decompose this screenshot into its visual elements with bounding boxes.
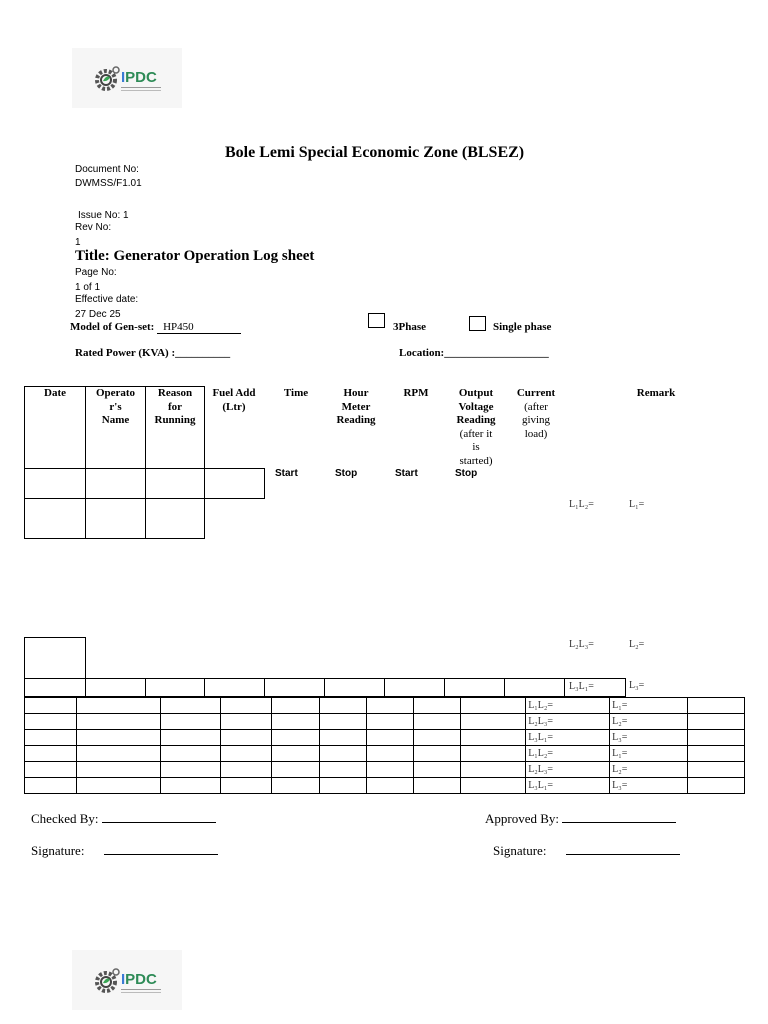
row2-date-cell[interactable] <box>24 637 86 679</box>
single-phase-checkbox[interactable] <box>469 316 486 331</box>
table-cell[interactable] <box>367 762 414 778</box>
table-cell[interactable] <box>414 730 461 746</box>
table-cell[interactable] <box>688 746 745 762</box>
subheader-stop-1: Stop <box>335 468 358 479</box>
table-cell[interactable] <box>25 714 77 730</box>
logo-tagline-line <box>121 87 161 91</box>
rated-power-field[interactable]: Rated Power (KVA) :__________ <box>75 347 231 359</box>
current-label-l2: L₂= <box>629 639 645 650</box>
row3-cell-4[interactable] <box>204 678 265 697</box>
logo <box>72 48 182 108</box>
table-cell[interactable] <box>688 730 745 746</box>
footer-logo <box>72 950 182 1010</box>
single-phase-label: Single phase <box>493 321 552 333</box>
table-cell[interactable] <box>25 730 77 746</box>
form-title: Title: Generator Operation Log sheet <box>75 248 315 264</box>
row1-reason-cell[interactable] <box>145 498 205 539</box>
table-cell[interactable] <box>367 698 414 714</box>
col-time: Time <box>283 387 309 399</box>
table-cell[interactable] <box>76 730 160 746</box>
rev-no-value: 1 <box>75 237 81 248</box>
col-fuel: Fuel Add (Ltr) <box>212 387 256 413</box>
col-operator: Operato r's Name <box>95 387 136 426</box>
voltage-cell[interactable]: L₃L₁= <box>526 730 610 746</box>
table-cell[interactable] <box>461 778 526 794</box>
table-cell[interactable] <box>414 778 461 794</box>
logo-text: IPDC <box>121 69 157 86</box>
table-cell[interactable] <box>25 698 77 714</box>
table-cell[interactable] <box>160 762 220 778</box>
voltage-cell[interactable]: L₂L₃= <box>526 714 610 730</box>
voltage-cell[interactable]: L₂L₃= <box>526 762 610 778</box>
col-output-voltage: Output Voltage Reading (after it is started) <box>456 387 496 467</box>
subheader-start-1: Start <box>275 468 298 479</box>
row3-cell-9[interactable] <box>504 678 565 697</box>
table-cell[interactable] <box>271 762 319 778</box>
row3-cell-2[interactable] <box>85 678 146 697</box>
org-title: Bole Lemi Special Economic Zone (BLSEZ) <box>225 144 525 161</box>
table-cell[interactable] <box>25 746 77 762</box>
table-cell[interactable] <box>319 730 367 746</box>
col-remark: Remark <box>636 387 676 399</box>
subrow-operator-cell[interactable] <box>85 468 146 499</box>
table-cell[interactable] <box>220 730 271 746</box>
footer-logo-text: IPDC <box>121 971 157 988</box>
table-cell[interactable] <box>271 698 319 714</box>
table-cell[interactable] <box>271 714 319 730</box>
log-table <box>24 697 745 794</box>
table-cell[interactable] <box>461 746 526 762</box>
table-cell[interactable] <box>220 714 271 730</box>
row3-cell-8[interactable] <box>444 678 505 697</box>
model-value[interactable]: HP450 <box>157 321 241 334</box>
current-cell[interactable]: L₁= <box>610 698 688 714</box>
current-cell[interactable]: L₂= <box>610 714 688 730</box>
row1-operator-cell[interactable] <box>85 498 146 539</box>
table-cell[interactable] <box>271 778 319 794</box>
effective-date-label: Effective date: <box>75 294 139 305</box>
subrow-reason-cell[interactable] <box>145 468 205 499</box>
table-cell[interactable] <box>367 730 414 746</box>
table-cell[interactable] <box>688 698 745 714</box>
current-cell[interactable]: L₂= <box>610 762 688 778</box>
page-no-label: Page No: <box>75 267 117 278</box>
voltage-cell[interactable]: L₃L₁= <box>526 778 610 794</box>
approved-by-field[interactable]: Approved By: <box>485 810 676 827</box>
model-label: Model of Gen-set <box>70 321 151 333</box>
table-cell[interactable] <box>160 698 220 714</box>
row3-cell-5[interactable] <box>264 678 325 697</box>
table-cell[interactable] <box>688 714 745 730</box>
table-cell[interactable] <box>220 698 271 714</box>
table-cell[interactable] <box>220 778 271 794</box>
current-cell[interactable]: L₁= <box>610 746 688 762</box>
voltage-label-l2l3: L₂L₃= <box>569 639 594 650</box>
voltage-cell[interactable]: L₁L₂= <box>526 698 610 714</box>
issue-no: Issue No: 1 <box>78 210 129 221</box>
table-cell[interactable] <box>271 746 319 762</box>
gear-icon <box>92 968 120 996</box>
current-label-l1: L₁= <box>629 499 645 510</box>
current-label-l3: L₃= <box>629 680 645 691</box>
subrow-date-cell[interactable] <box>24 468 86 499</box>
table-cell[interactable] <box>461 714 526 730</box>
table-row <box>25 698 745 714</box>
col-date: Date <box>44 387 66 399</box>
doc-no-label: Document No: <box>75 164 139 175</box>
effective-date-value: 27 Dec 25 <box>75 309 121 320</box>
table-cell[interactable] <box>367 778 414 794</box>
voltage-cell[interactable]: L₁L₂= <box>526 746 610 762</box>
row1-date-cell[interactable] <box>24 498 86 539</box>
table-cell[interactable] <box>160 778 220 794</box>
footer-logo-tagline-line <box>121 989 161 993</box>
table-cell[interactable] <box>76 762 160 778</box>
phase3-checkbox[interactable] <box>368 313 385 328</box>
doc-no-value: DWMSS/F1.01 <box>75 178 142 189</box>
table-cell[interactable] <box>461 698 526 714</box>
table-cell[interactable] <box>319 746 367 762</box>
table-row <box>25 778 745 794</box>
table-row <box>25 762 745 778</box>
table-cell[interactable] <box>461 730 526 746</box>
table-cell[interactable] <box>319 698 367 714</box>
table-row <box>25 730 745 746</box>
checked-by-field[interactable]: Checked By: <box>31 810 216 827</box>
row3-cell-3[interactable] <box>145 678 205 697</box>
table-cell[interactable] <box>25 762 77 778</box>
table-cell[interactable] <box>414 698 461 714</box>
rev-no-label: Rev No: <box>75 222 112 233</box>
col-current: Current (after giving load) <box>516 387 556 440</box>
table-cell[interactable] <box>160 746 220 762</box>
table-cell[interactable] <box>414 762 461 778</box>
gear-icon <box>92 66 120 94</box>
row3-cell-6[interactable] <box>324 678 385 697</box>
phase3-label: 3Phase <box>393 321 426 333</box>
current-cell[interactable]: L₃= <box>610 730 688 746</box>
table-cell[interactable] <box>76 746 160 762</box>
table-cell[interactable] <box>367 746 414 762</box>
table-cell[interactable] <box>319 762 367 778</box>
table-cell[interactable] <box>271 730 319 746</box>
subheader-stop-2: Stop <box>455 468 478 479</box>
table-cell[interactable] <box>414 746 461 762</box>
table-cell[interactable] <box>220 762 271 778</box>
table-cell[interactable] <box>76 778 160 794</box>
table-row <box>25 746 745 762</box>
row3-cell-1[interactable] <box>24 678 86 697</box>
model-row: Model of Gen-set: HP450 <box>70 321 241 334</box>
table-cell[interactable] <box>319 778 367 794</box>
col-hour-meter: Hour Meter Reading <box>336 387 376 426</box>
signature-right-field[interactable]: Signature: <box>493 842 680 859</box>
table-cell[interactable] <box>76 698 160 714</box>
table-cell[interactable] <box>220 746 271 762</box>
table-cell[interactable] <box>414 714 461 730</box>
table-cell[interactable] <box>160 730 220 746</box>
table-cell[interactable] <box>688 762 745 778</box>
signature-left-field[interactable]: Signature: <box>31 842 218 859</box>
col-rpm: RPM <box>403 387 429 399</box>
table-cell[interactable] <box>160 714 220 730</box>
current-cell[interactable]: L₃= <box>610 778 688 794</box>
table-cell[interactable] <box>367 714 414 730</box>
table-cell[interactable] <box>25 778 77 794</box>
table-row <box>25 714 745 730</box>
table-cell[interactable] <box>461 762 526 778</box>
table-cell[interactable] <box>319 714 367 730</box>
location-field[interactable]: Location:___________________ <box>399 347 549 359</box>
voltage-label-l1l2: L₁L₂= <box>569 499 594 510</box>
col-reason: Reason for Running <box>154 387 196 426</box>
page-no-value: 1 of 1 <box>75 282 101 293</box>
table-cell[interactable] <box>76 714 160 730</box>
table-cell[interactable] <box>688 778 745 794</box>
subheader-start-2: Start <box>395 468 418 479</box>
row3-cell-7[interactable] <box>384 678 445 697</box>
subrow-fuel-cell[interactable] <box>204 468 265 499</box>
voltage-label-l3l1: L₃L₁= <box>569 681 594 692</box>
